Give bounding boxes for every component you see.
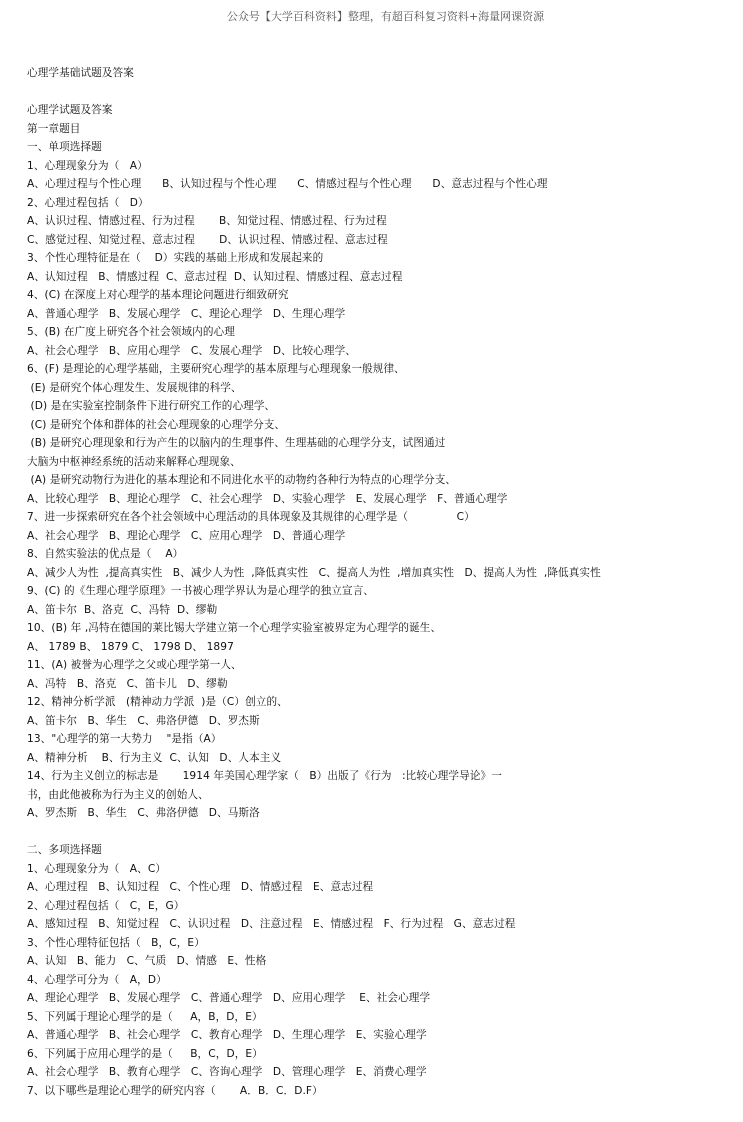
text-line: 14、行为主义创立的标志是 1914 年美国心理学家（ B）出版了《行为 :比较心理学导论》一	[27, 770, 502, 782]
text-line: A、社会心理学 B、教育心理学 C、咨询心理学 D、管理心理学 E、消费心理学	[27, 1066, 427, 1078]
text-line: 5、(B) 在广度上研究各个社会领域内的心理	[27, 326, 235, 338]
page-header-watermark: 公众号【大学百科资料】整理，有超百科复习资料+海量网课资源	[226, 10, 545, 23]
text-line: 10、(B) 年 ,冯特在德国的莱比锡大学建立第一个心理学实验室被界定为心理学的诞生、	[27, 622, 442, 634]
text-line: A、理论心理学 B、发展心理学 C、普通心理学 D、应用心理学 E、社会心理学	[27, 992, 431, 1004]
text-line: 5、下列属于理论心理学的是（ A，B，D，E）	[27, 1010, 263, 1023]
text-line: 7、进一步探索研究在各个社会领域中心理活动的具体现象及其规律的心理学是（ C）	[27, 511, 475, 523]
document-title: 心理学基础试题及答案	[27, 67, 134, 79]
text-line: 4、(C) 在深度上对心理学的基本理论问题进行细致研究	[27, 289, 289, 301]
document-body	[27, 64, 727, 1100]
text-line: A、社会心理学 B、理论心理学 C、应用心理学 D、普通心理学	[27, 529, 346, 542]
text-line: 心理学试题及答案	[27, 104, 113, 116]
text-line: A、心理过程 B、认知过程 C、个性心理 D、情感过程 E、意志过程	[27, 881, 374, 893]
text-line: A、比较心理学 B、理论心理学 C、社会心理学 D、实验心理学 E、发展心理学 F、普通心理学	[27, 492, 508, 505]
text-line: 13、"心理学的第一大势力 "是指（A）	[27, 733, 222, 745]
text-line: 4、心理学可分为（ A，D）	[27, 973, 167, 986]
text-line: 9、(C) 的《生理心理学原理》一书被心理学界认为是心理学的独立宣言、	[27, 585, 375, 597]
text-line: A、笛卡尔 B、华生 C、弗洛伊德 D、罗杰斯	[27, 714, 260, 727]
text-line: (C) 是研究个体和群体的社会心理现象的心理学分支、	[27, 418, 286, 431]
text-line: 大脑为中枢神经系统的活动来解释心理现象、	[27, 455, 241, 468]
text-line: A、笛卡尔 B、洛克 C、冯特 D、缪勒	[27, 603, 218, 616]
text-line: A、认知 B、能力 C、气质 D、情感 E、性格	[27, 955, 267, 967]
text-line: A、 1789 B、 1879 C、 1798 D、 1897	[27, 640, 234, 653]
text-line: A、心理过程与个性心理 B、认知过程与个性心理 C、情感过程与个性心理 D、意志过程与个性心理	[27, 178, 548, 190]
text-line: 书，由此他被称为行为主义的创始人、	[27, 788, 209, 801]
text-line: (B) 是研究心理现象和行为产生的以脑内的生理事件、生理基础的心理学分支，试图通过	[27, 437, 446, 449]
text-line: A、认识过程、情感过程、行为过程 B、知觉过程、情感过程、行为过程	[27, 215, 387, 227]
text-line: 6、(F) 是理论的心理学基础，主要研究心理学的基本原理与心理现象一般规律、	[27, 363, 405, 375]
blank-line	[27, 823, 727, 842]
text-line: A、感知过程 B、知觉过程 C、认识过程 D、注意过程 E、情感过程 F、行为过程 G、意志过程	[27, 918, 516, 930]
text-line: 一、单项选择题	[27, 141, 102, 153]
text-line: 12、精神分析学派 (精神动力学派 )是（C）创立的、	[27, 696, 288, 708]
text-line: 2、心理过程包括（ C，E，G）	[27, 899, 185, 912]
blank-line	[27, 83, 727, 102]
text-line: 3、个性心理特征是在（ D）实践的基础上形成和发展起来的	[27, 252, 324, 264]
text-line: A、冯特 B、洛克 C、笛卡儿 D、缪勒	[27, 677, 228, 690]
text-line: (E) 是研究个体心理发生、发展规律的科学、	[27, 381, 242, 394]
text-line: 11、(A) 被誉为心理学之父或心理学第一人、	[27, 659, 242, 671]
text-line: 6、下列属于应用心理学的是（ B，C，D，E）	[27, 1047, 263, 1060]
text-line: C、感觉过程、知觉过程、意志过程 D、认识过程、情感过程、意志过程	[27, 233, 388, 246]
text-line: (D) 是在实验室控制条件下进行研究工作的心理学、	[27, 400, 276, 412]
text-line: A、精神分析 B、行为主义 C、认知 D、人本主义	[27, 751, 282, 764]
text-line: 1、心理现象分为（ A、C）	[27, 862, 167, 875]
text-line: A、罗杰斯 B、华生 C、弗洛伊德 D、马斯洛	[27, 807, 260, 819]
text-line: 7、以下哪些是理论心理学的研究内容（ A．B．C．D.F）	[27, 1084, 323, 1097]
text-line: A、认知过程 B、情感过程 C、意志过程 D、认知过程、情感过程、意志过程	[27, 270, 403, 283]
text-line: 1、心理现象分为（ A）	[27, 159, 148, 172]
text-line: A、普通心理学 B、发展心理学 C、理论心理学 D、生理心理学	[27, 307, 346, 320]
text-line: A、减少人为性 ,提高真实性 B、减少人为性 ,降低真实性 C、提高人为性 ,增加真实性 D、提高人为性 ,降低真实性	[27, 566, 601, 579]
text-line: 8、自然实验法的优点是（ A）	[27, 548, 184, 560]
text-line: A、社会心理学 B、应用心理学 C、发展心理学 D、比较心理学、	[27, 344, 357, 357]
text-line: 3、个性心理特征包括（ B，C，E）	[27, 936, 205, 949]
text-line: 2、心理过程包括（ D）	[27, 196, 149, 209]
text-line: 二、多项选择题	[27, 844, 102, 856]
text-line: 第一章题目	[27, 122, 81, 135]
text-line: A、普通心理学 B、社会心理学 C、教育心理学 D、生理心理学 E、实验心理学	[27, 1029, 427, 1041]
text-line: (A) 是研究动物行为进化的基本理论和不同进化水平的动物约各种行为特点的心理学分支、	[27, 474, 457, 486]
